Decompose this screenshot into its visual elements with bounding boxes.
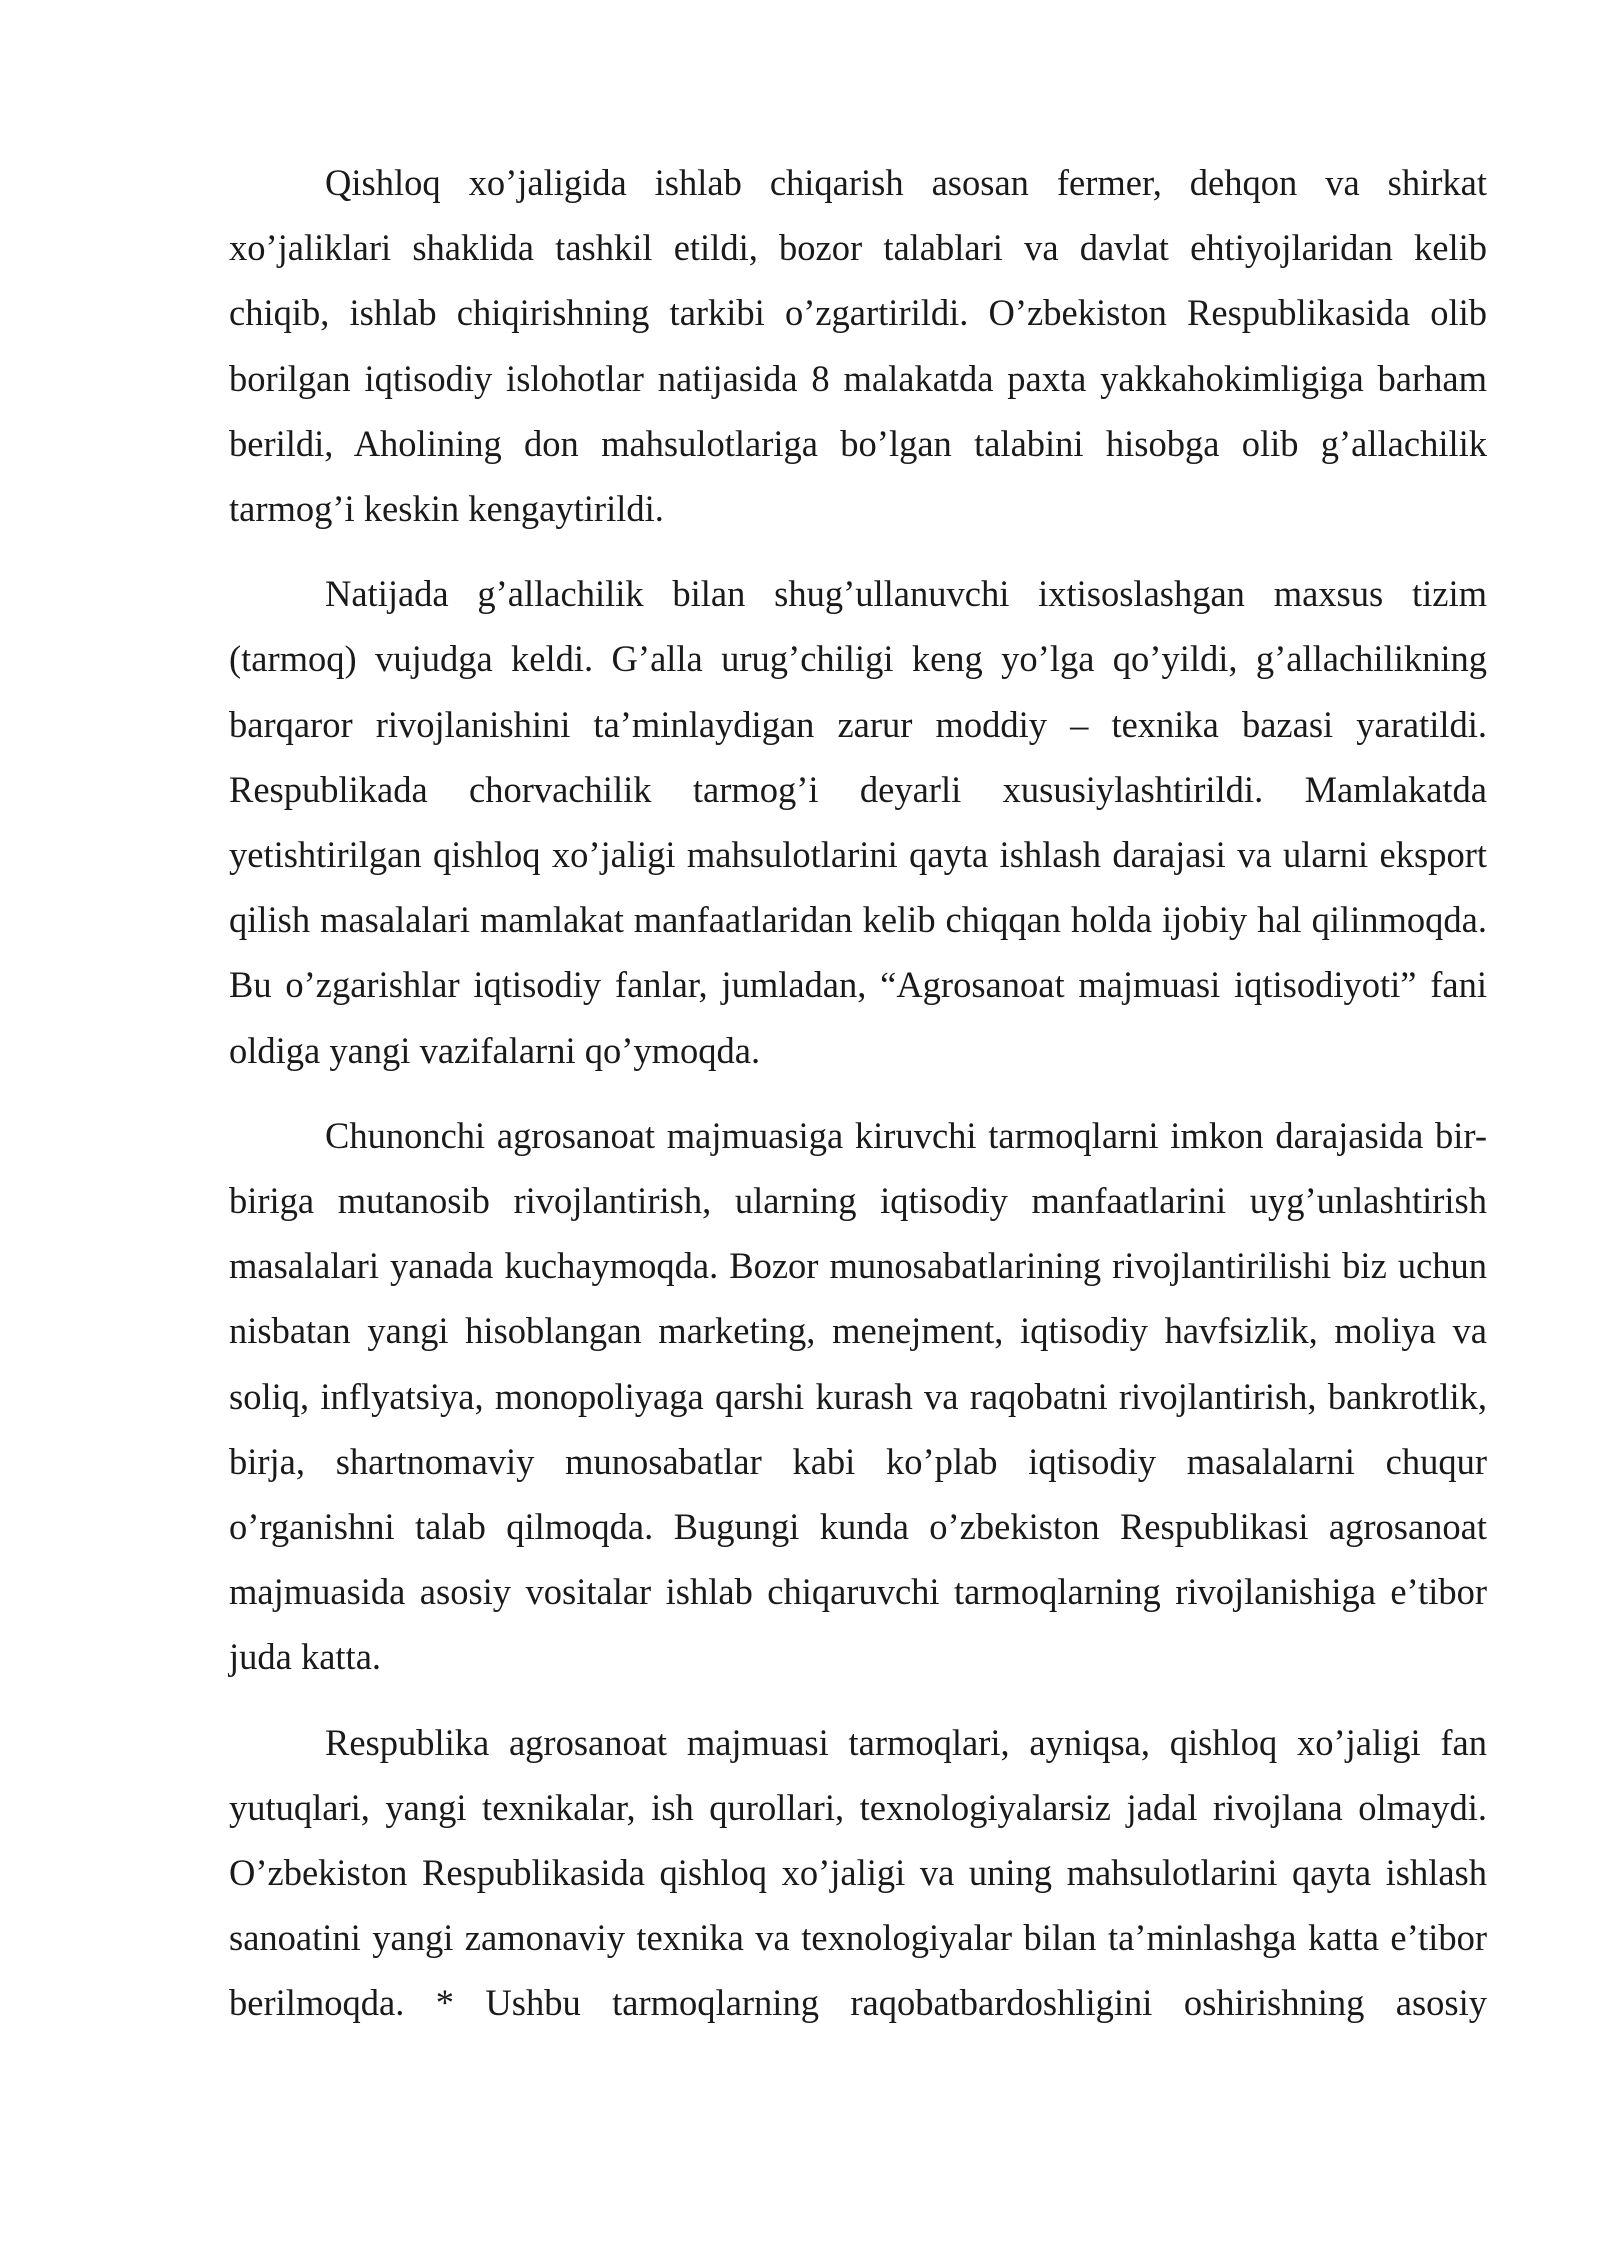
paragraph-4: Respublika agrosanoat majmuasi tarmoqlari, ayniqsa, qishloq xo’jaligi fan yutuqlari, yangi texnikalar, ish qurollari, texnologiyalarsiz jadal rivojlana olmaydi. O’zbekiston Respublikasida qishloq xo’jaligi va uning mahsulotlarini qayta ishlash sanoatini yangi zamonaviy texnika va texnologiyalar bilan ta’minlashga katta e’tibor berilmoqda. * Ushbu tarmoqlarning raqobatbardoshligini oshirishning asosiy [229,1721,1487,2024]
document-body [229,150,1487,2036]
paragraph-2: Natijada g’allachilik bilan shug’ullanuvchi ixtisoslashgan maxsus tizim (tarmoq) vujudga keldi. G’alla urug’chiligi keng yo’lga qo’yildi, g’allachilikning barqaror rivojlanishini ta’minlaydigan zarur moddiy – texnika bazasi yaratildi. Respublikada chorvachilik tarmog’i deyarli xususiylashtirildi. Mamlakatda yetishtirilgan qishloq xo’jaligi mahsulotlarini qayta ishlash darajasi va ularni eksport qilish masalalari mamlakat manfaatlaridan kelib chiqqan holda ijobiy hal qilinmoqda. Bu o’zgarishlar iqtisodiy fanlar, jumladan, “Agrosanoat majmuasi iqtisodiyoti” fani oldiga yangi vazifalarni qo’ymoqda. [229,573,1487,1071]
paragraph-3: Chunonchi agrosanoat majmuasiga kiruvchi tarmoqlarni imkon darajasida bir-biriga mutanosib rivojlantirish, ularning iqtisodiy manfaatlarini uyg’unlashtirish masalalari yanada kuchaymoqda. Bozor munosabatlarining rivojlantirilishi biz uchun nisbatan yangi hisoblangan marketing, menejment, iqtisodiy havfsizlik, moliya va soliq, inflyatsiya, monopoliyaga qarshi kurash va raqobatni rivojlantirish, bankrotlik, birja, shartnomaviy munosabatlar kabi ko’plab iqtisodiy masalalarni chuqur o’rganishni talab qilmoqda. Bugungi kunda o’zbekiston Respublikasi agrosanoat majmuasida asosiy vositalar ishlab chiqaruvchi tarmoqlarning rivojlanishiga e’tibor juda katta. [229,1114,1487,1678]
paragraph-1: Qishloq xo’jaligida ishlab chiqarish asosan fermer, dehqon va shirkat xo’jaliklari shaklida tashkil etildi, bozor talablari va davlat ehtiyojlaridan kelib chiqib, ishlab chiqirishning tarkibi o’zgartirildi. O’zbekiston Respublikasida olib borilgan iqtisodiy islohotlar natijasida 8 malakatda paxta yakkahokimligiga barham berildi, Aholining don mahsulotlariga bo’lgan talabini hisobga olib g’allachilik tarmog’i keskin kengaytirildi. [229,162,1487,530]
